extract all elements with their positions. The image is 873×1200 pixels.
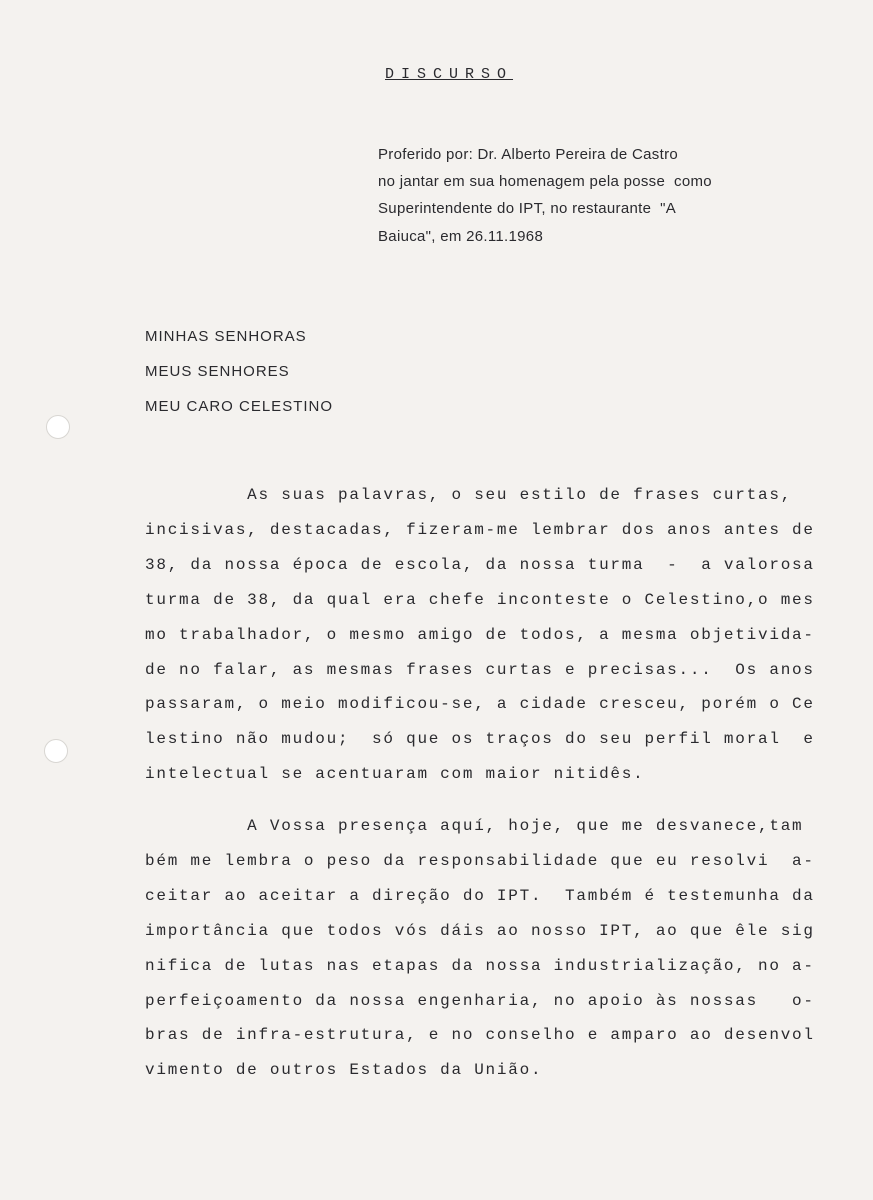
header-line: Proferido por: Dr. Alberto Pereira de Castro [378, 146, 679, 163]
text-line: turma de 38, da qual era chefe inconteste o Celestino,o mes [145, 590, 815, 609]
text-line: bém me lembra o peso da responsabilidade que eu resolvi a- [145, 851, 815, 870]
text-line: As suas palavras, o seu estilo de frases curtas, [145, 486, 793, 504]
header-line: Baiuca", em 26.11.1968 [378, 228, 544, 245]
salutation: MEUS SENHORES [145, 363, 290, 380]
text-line: lestino não mudou; só que os traços do seu perfil moral e [145, 730, 815, 749]
text-line: bras de infra-estrutura, e no conselho e amparo ao desenvol [145, 1026, 815, 1045]
salutation: MINHAS SENHORAS [145, 328, 307, 345]
text-line: passaram, o meio modificou-se, a cidade cresceu, porém o Ce [145, 695, 815, 714]
text-line: vimento de outros Estados da União. [145, 1061, 543, 1080]
text-line: importância que todos vós dáis ao nosso IPT, ao que êle sig [145, 921, 815, 940]
text-line: nifica de lutas nas etapas da nossa industrialização, no a- [145, 956, 815, 975]
text-line: perfeiçoamento da nossa engenharia, no apoio às nossas o- [145, 991, 815, 1010]
document-title: DISCURSO [385, 66, 514, 83]
text-line: incisivas, destacadas, fizeram-me lembrar dos anos antes de [145, 520, 815, 539]
text-line: 38, da nossa época de escola, da nossa turma - a valorosa [145, 555, 815, 574]
text-line: ceitar ao aceitar a direção do IPT. Também é testemunha da [145, 886, 815, 905]
header-line: Superintendente do IPT, no restaurante "A [378, 200, 677, 217]
text-line: mo trabalhador, o mesmo amigo de todos, a mesma objetivida- [145, 625, 815, 644]
salutation: MEU CARO CELESTINO [145, 398, 334, 415]
text-line: A Vossa presença aquí, hoje, que me desvanece,tam [145, 817, 804, 835]
text-line: intelectual se acentuaram com maior nitidês. [145, 765, 645, 784]
header-line: no jantar em sua homenagem pela posse como [378, 173, 712, 190]
punch-hole-top [46, 415, 70, 439]
punch-hole-bottom [44, 739, 68, 763]
text-line: de no falar, as mesmas frases curtas e precisas... Os anos [145, 660, 815, 679]
